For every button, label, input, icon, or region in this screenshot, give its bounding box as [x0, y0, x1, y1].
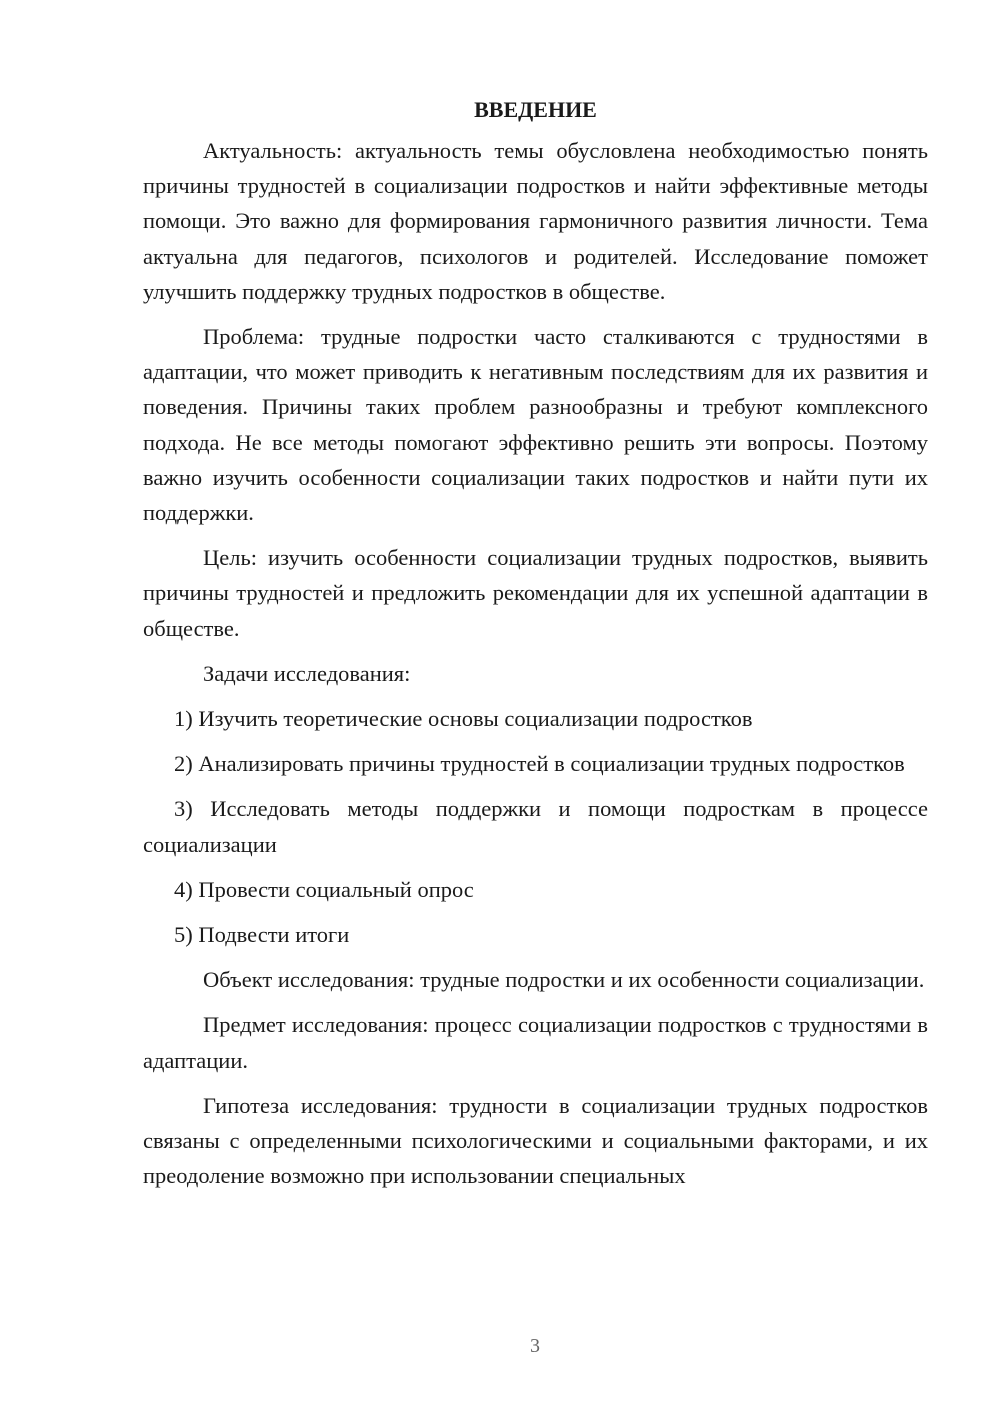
page-number: 3 [530, 1335, 540, 1357]
task-item: 4) Провести социальный опрос [174, 876, 474, 902]
task-item: 1) Изучить теоретические основы социализации подростков [174, 706, 753, 732]
paragraph-problem: Проблема: трудные подростки часто сталкиваются с трудностями в адаптации, что может приводить к негативным последствиям для их развития и поведения. Причины таких проблем разнообразны и требуют комплексного подхода. Не все методы помогают эффективно решить эти вопросы. Поэтому важно изучить особенности социализации таких подростков и найти пути их поддержки. [143, 324, 928, 526]
paragraph-subject: Предмет исследования: процесс социализации подростков с трудностями в адаптации. [143, 1012, 928, 1073]
paragraph-hypothesis: Гипотеза исследования: трудности в социализации трудных подростков связаны с определенными психологическими и социальными факторами, и их преодоление возможно при использовании специальных [143, 1092, 928, 1189]
paragraph-relevance: Актуальность: актуальность темы обусловлена необходимостью понять причины трудностей в социализации подростков и найти эффективные методы помощи. Это важно для формирования гармоничного развития личности. Тема актуальна для педагогов, психологов и родителей. Исследование поможет улучшить поддержку трудных подростков в обществе. [143, 138, 928, 304]
task-item: 3) Исследовать методы поддержки и помощи подросткам в процессе социализации [143, 796, 928, 857]
document-page [143, 92, 928, 1203]
paragraph-object: Объект исследования: трудные подростки и их особенности социализации. [203, 967, 925, 993]
section-title: ВВЕДЕНИЕ [474, 97, 597, 122]
task-item: 5) Подвести итоги [174, 922, 350, 948]
task-item: 2) Анализировать причины трудностей в социализации трудных подростков [174, 751, 905, 777]
paragraph-goal: Цель: изучить особенности социализации трудных подростков, выявить причины трудностей и предложить рекомендации для их успешной адаптации в обществе. [143, 545, 928, 641]
tasks-heading: Задачи исследования: [203, 660, 411, 686]
